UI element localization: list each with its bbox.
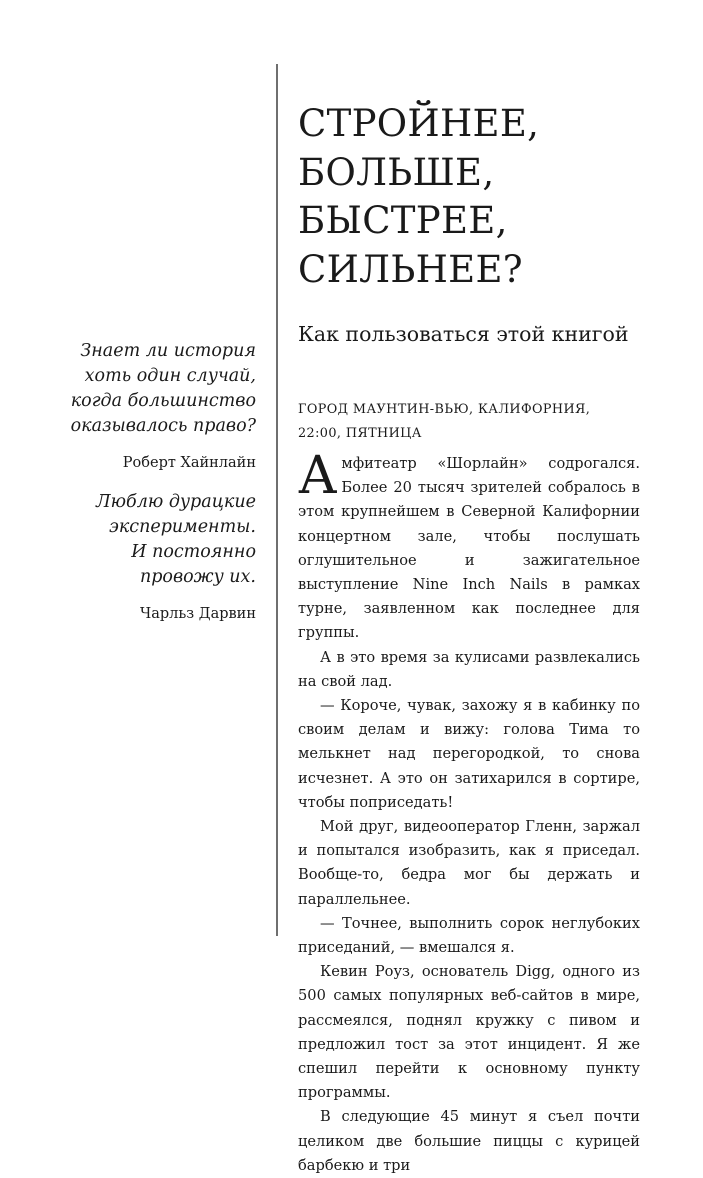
quote-line: И постоянно	[131, 542, 256, 562]
paragraph: Мой друг, видеооператор Гленн, заржал и попытался изобразить, как я приседал. Вообще-то, бедра мог бы держать и параллельнее.	[298, 818, 640, 908]
epigraph-2-quote	[60, 490, 256, 590]
quote-line: Люблю дурацкие	[96, 492, 256, 512]
paragraph: — Короче, чувак, захожу я в кабинку по своим делам и вижу: голова Тима то мелькнет над перегородкой, то снова исчезнет. А это он затихарился в сортире, чтобы поприседать!	[298, 697, 640, 811]
paragraph: — Точнее, выполнить сорок неглубоких приседаний, — вмешался я.	[298, 914, 640, 957]
chapter-title	[298, 100, 640, 294]
vertical-divider	[276, 64, 278, 936]
epigraph-1	[60, 339, 256, 473]
title-line: БЫСТРЕЕ,	[298, 199, 508, 242]
title-line: СТРОЙНЕЕ,	[298, 102, 540, 145]
epigraph-1-quote	[60, 339, 256, 439]
paragraph: А в это время за кулисами развлекались на свой лад.	[298, 648, 640, 690]
paragraph	[298, 446, 640, 646]
paragraph: Кевин Роуз, основатель Digg, одного из 500 самых популярных веб-сайтов в мире, рассмеялся, поднял кружку с пивом и предложил тост за этот инцидент. Я же спешил перейти к основному пункту программы.	[298, 963, 640, 1102]
quote-line: оказывалось право?	[70, 416, 256, 436]
epigraph-2	[60, 490, 256, 624]
chapter-subtitle: Как пользоваться этой книгой	[298, 322, 629, 346]
drop-cap: А	[298, 446, 338, 506]
paragraph-text: мфитеатр «Шорлайн» содрогался. Более 20 тысяч зрителей собралось в этом крупнейшем в Северной Калифорнии концертном зале, чтобы послушать оглушительное и зажигательное выступление Nine Inch Nails в рамках турне, заявленном как последнее для группы.	[298, 455, 640, 642]
location-heading	[298, 398, 640, 446]
quote-line: Знает ли история	[80, 341, 256, 361]
epigraph-2-author: Чарльз Дарвин	[140, 606, 256, 622]
location-line: ГОРОД МАУНТИН-ВЬЮ, КАЛИФОРНИЯ,	[298, 402, 591, 417]
paragraph: В следующие 45 минут я съел почти целиком две большие пиццы с курицей барбекю и три	[298, 1108, 640, 1174]
title-line: БОЛЬШЕ,	[298, 150, 495, 194]
location-line: 22:00, ПЯТНИЦА	[298, 426, 422, 441]
title-line: СИЛЬНЕЕ?	[298, 247, 523, 291]
quote-line: хоть один случай,	[84, 366, 256, 386]
epigraph-1-author: Роберт Хайнлайн	[122, 455, 256, 471]
quote-line: эксперименты.	[109, 517, 256, 537]
body-text	[298, 446, 640, 1178]
quote-line: когда большинство	[70, 391, 256, 411]
quote-line: провожу их.	[139, 567, 256, 587]
